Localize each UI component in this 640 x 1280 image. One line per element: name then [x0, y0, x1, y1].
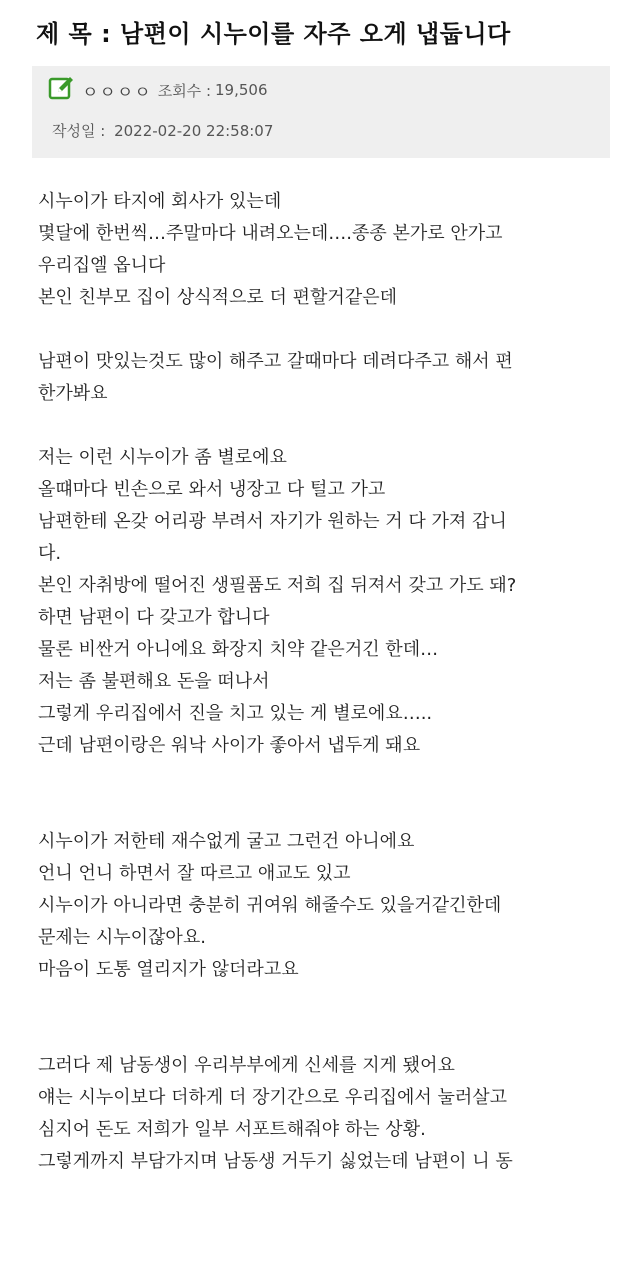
body-line: 우리집엘 옵니다: [38, 255, 166, 276]
body-line: 근데 남편이랑은 워낙 사이가 좋아서 냅두게 돼요: [38, 735, 421, 756]
post-date-row: [52, 120, 273, 141]
body-line: [38, 410, 618, 442]
body-line: 한가봐요: [38, 383, 108, 404]
body-line: 본인 친부모 집이 상식적으로 더 편할거같은데: [38, 287, 397, 308]
body-line: 언니 언니 하면서 잘 따르고 애교도 있고: [38, 863, 351, 884]
post-date: 2022-02-20 22:58:07: [114, 122, 274, 140]
body-line: 남편이 맛있는것도 많이 해주고 갈때마다 데려다주고 해서 편: [38, 351, 513, 372]
body-line: 올떄마다 빈손으로 와서 냉장고 다 털고 가고: [38, 479, 386, 500]
body-line: 그렇게까지 부담가지며 남동생 거두기 싫었는데 남편이 니 동: [38, 1151, 513, 1172]
body-line: 마음이 도통 열리지가 않더라고요: [38, 959, 299, 980]
post-title: 제 목 : 남편이 시누이를 자주 오게 냅둡니다: [36, 20, 511, 48]
body-line: 다.: [38, 543, 62, 564]
body-line: 얘는 시누이보다 더하게 더 장기간으로 우리집에서 눌러살고: [38, 1087, 508, 1108]
body-line: 그러다 제 남동생이 우리부부에게 신세를 지게 됐어요: [38, 1055, 455, 1076]
body-line: [38, 1018, 618, 1050]
date-label: 작성일 :: [52, 122, 106, 140]
author-name[interactable]: ㅇㅇㅇㅇ: [82, 82, 152, 103]
body-line: 저는 이런 시누이가 좀 별로에요: [38, 447, 287, 468]
body-line: 시누이가 타지에 회사가 있는데: [38, 191, 282, 212]
body-line: 그렇게 우리집에서 진을 치고 있는 게 별로에요…..: [38, 703, 433, 724]
body-line: [38, 314, 618, 346]
body-line: 문제는 시누이잖아요.: [38, 927, 206, 948]
body-line: [38, 986, 618, 1018]
body-line: 본인 자취방에 떨어진 생필품도 저희 집 뒤져서 갖고 가도 돼?: [38, 575, 517, 596]
body-line: 물론 비싼거 아니에요 화장지 치약 같은거긴 한데…: [38, 639, 439, 660]
post-meta-box: [32, 66, 610, 158]
views-count: 19,506: [215, 81, 268, 99]
body-line: 하면 남편이 다 갖고가 합니다: [38, 607, 270, 628]
body-line: 몇달에 한번씩…주말마다 내려오는데….종종 본가로 안가고: [38, 223, 503, 244]
body-line: 시누이가 아니라면 충분히 귀여워 해줄수도 있을거같긴한데: [38, 895, 502, 916]
body-line: [38, 794, 618, 826]
body-line: 남편한테 온갖 어리광 부려서 자기가 원하는 거 다 가져 갑니: [38, 511, 507, 532]
pencil-square-icon: [48, 74, 82, 106]
body-line: [38, 762, 618, 794]
post-meta-row: [48, 76, 268, 104]
post-body: [38, 186, 618, 1178]
body-line: 심지어 돈도 저희가 일부 서포트해줘야 하는 상황.: [38, 1119, 426, 1140]
body-line: 시누이가 저한테 재수없게 굴고 그런건 아니에요: [38, 831, 415, 852]
views-label: 조회수 :: [157, 81, 211, 100]
body-line: 저는 좀 불편해요 돈을 떠나서: [38, 671, 270, 692]
